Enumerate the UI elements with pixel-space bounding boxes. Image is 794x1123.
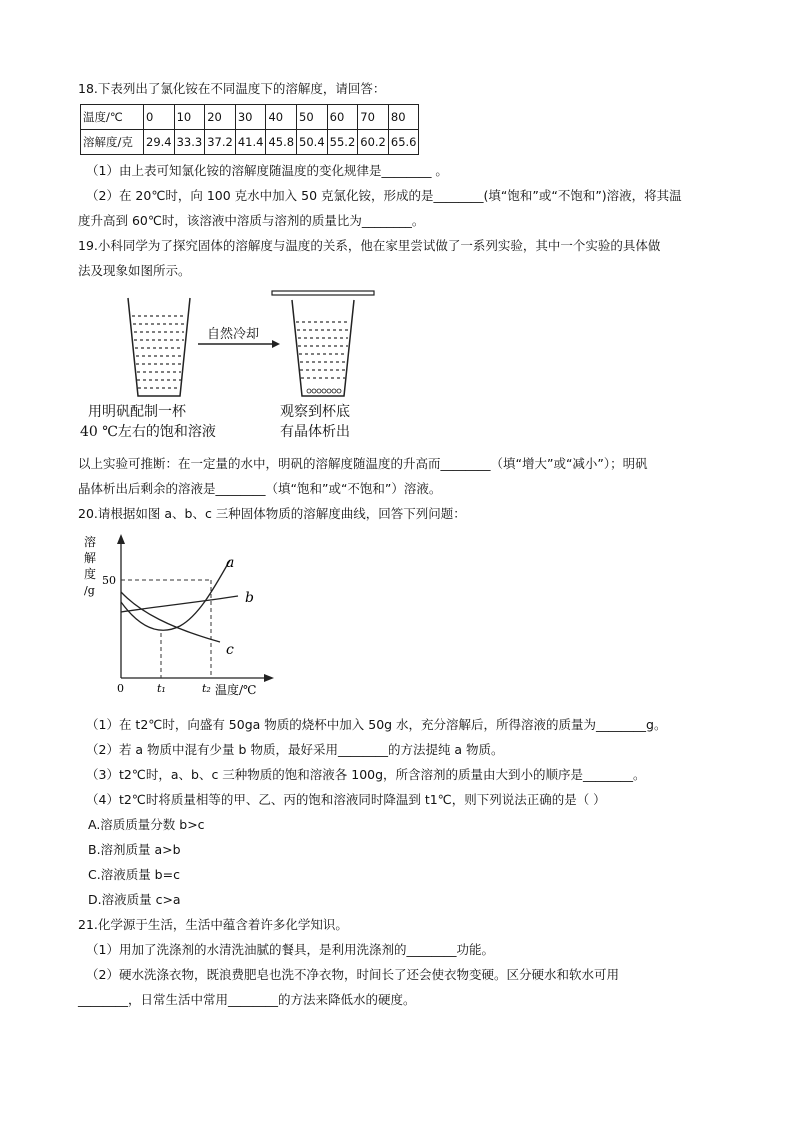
q19-line1: 19.小科同学为了探究固体的溶解度与温度的关系，他在家里尝试做了一系列实验，其中一个实验的具体做	[78, 238, 661, 253]
q20-option-a: A.溶质质量分数 b>c	[88, 817, 205, 832]
t1-label: t₁	[157, 682, 166, 695]
q20-option-d: D.溶液质量 c>a	[88, 892, 181, 907]
y-tick-50: 50	[102, 574, 116, 587]
sol-cell: 29.4	[144, 130, 175, 155]
temperature-row	[81, 105, 419, 130]
y-unit: /g	[84, 584, 95, 597]
temp-cell: 10	[174, 105, 205, 130]
y-axis-arrow	[117, 534, 125, 544]
curve-b-label: b	[245, 590, 254, 606]
temp-cell: 60	[327, 105, 358, 130]
beaker-cover	[272, 291, 374, 295]
q19-conclusion-2: 晶体析出后剩余的溶液是________（填“饱和”或“不饱和”）溶液。	[78, 481, 442, 496]
solubility-curve-graph	[80, 530, 280, 702]
crystals	[307, 389, 341, 393]
q21-title: 21.化学源于生活，生活中蕴含着许多化学知识。	[78, 917, 348, 932]
curve-c-label: c	[226, 642, 234, 658]
arrow-label: 自然冷却	[207, 327, 260, 342]
left-caption-2: 40 ℃左右的饱和溶液	[80, 424, 216, 440]
q20-part4: （4）t2℃时将质量相等的甲、乙、丙的饱和溶液同时降温到 t1℃，则下列说法正确的是（ ）	[86, 792, 606, 807]
crystallization-figure	[80, 288, 400, 448]
right-caption-1: 观察到杯底	[280, 404, 350, 420]
y-label-char-1: 溶	[84, 535, 97, 549]
solubility-header: 溶解度/克	[81, 130, 144, 155]
temp-cell: 80	[388, 105, 419, 130]
temp-cell: 50	[297, 105, 328, 130]
sol-cell: 41.4	[235, 130, 266, 155]
guide-lines	[121, 580, 211, 678]
solubility-table	[80, 104, 419, 155]
q21-part2b: ________，日常生活中常用________的方法来降低水的硬度。	[78, 992, 416, 1007]
left-caption-1: 用明矾配制一杯	[88, 404, 186, 420]
sol-cell: 45.8	[266, 130, 297, 155]
q20-part3: （3）t2℃时，a、b、c 三种物质的饱和溶液各 100g，所含溶剂的质量由大到小的顺序是________。	[86, 767, 646, 782]
sol-cell: 65.6	[388, 130, 419, 155]
temp-cell: 0	[144, 105, 175, 130]
q18-part2b: 度升高到 60℃时，该溶液中溶质与溶剂的质量比为________。	[78, 213, 425, 228]
right-beaker	[272, 291, 374, 396]
solubility-row	[81, 130, 419, 155]
left-beaker	[128, 298, 190, 396]
curve-b	[121, 596, 238, 612]
sol-cell: 33.3	[174, 130, 205, 155]
q19-line2: 法及现象如图所示。	[78, 263, 191, 278]
q20-title: 20.请根据如图 a、b、c 三种固体物质的溶解度曲线，回答下列问题：	[78, 506, 466, 521]
y-label-char-2: 解	[84, 551, 97, 565]
sol-cell: 50.4	[297, 130, 328, 155]
curve-a-label: a	[226, 555, 235, 571]
x-axis-label: 温度/℃	[215, 683, 257, 697]
q21-part1: （1）用加了洗涤剂的水清洗油腻的餐具，是利用洗涤剂的________功能。	[86, 942, 494, 957]
t2-label: t₂	[202, 682, 211, 695]
curve-a	[121, 560, 230, 630]
q18-part2a: （2）在 20℃时，向 100 克水中加入 50 克氯化铵，形成的是________(填“饱和”或“不饱和”)溶液，将其温	[86, 188, 682, 203]
right-caption-2: 有晶体析出	[280, 424, 350, 440]
sol-cell: 55.2	[327, 130, 358, 155]
temp-cell: 40	[266, 105, 297, 130]
temperature-header: 温度/℃	[81, 105, 144, 130]
temp-cell: 20	[205, 105, 236, 130]
q18-title: 18.下表列出了氯化铵在不同温度下的溶解度，请回答：	[78, 81, 386, 96]
sol-cell: 60.2	[358, 130, 389, 155]
y-label-char-3: 度	[84, 567, 97, 581]
temp-cell: 70	[358, 105, 389, 130]
sol-cell: 37.2	[205, 130, 236, 155]
curve-c	[121, 592, 220, 642]
x-axis-arrow	[264, 674, 274, 682]
q20-option-c: C.溶液质量 b=c	[88, 867, 180, 882]
origin-label: 0	[117, 682, 124, 695]
temp-cell: 30	[235, 105, 266, 130]
q18-part1: （1）由上表可知氯化铵的溶解度随温度的变化规律是________ 。	[86, 163, 448, 178]
q20-part1: （1）在 t2℃时，向盛有 50ga 物质的烧杯中加入 50g 水，充分溶解后，所得溶液的质量为________g。	[86, 717, 667, 732]
q20-part2: （2）若 a 物质中混有少量 b 物质，最好采用________的方法提纯 a 物质。	[86, 742, 504, 757]
q19-conclusion-1: 以上实验可推断：在一定量的水中，明矾的溶解度随温度的升高而________（填“增大”或“减小”）；明矾	[78, 456, 648, 471]
q20-option-b: B.溶剂质量 a>b	[88, 842, 181, 857]
q21-part2a: （2）硬水洗涤衣物，既浪费肥皂也洗不净衣物，时间长了还会使衣物变硬。区分硬水和软水可用	[86, 967, 619, 982]
